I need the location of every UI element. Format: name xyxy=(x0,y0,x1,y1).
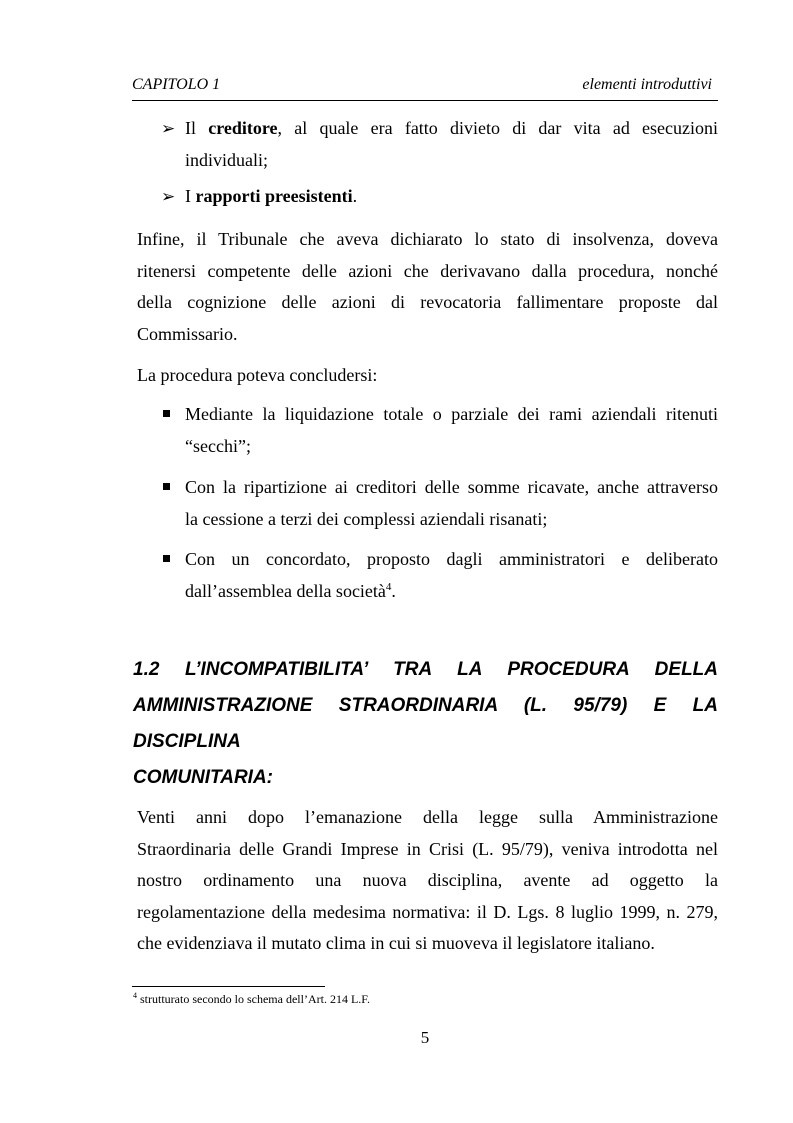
square-bullet-icon xyxy=(163,483,170,490)
arrow-bullet-icon: ➢ xyxy=(161,119,176,138)
list-item-line: Il creditore, al quale era fatto divieto di dar vita ad esecuzioni xyxy=(185,118,718,138)
arrow-list-item: ➢ I rapporti preesistenti. xyxy=(137,181,718,213)
footnote xyxy=(133,992,370,1007)
chapter-label: CAPITOLO 1 xyxy=(132,76,221,93)
square-list-item: Con la ripartizione ai creditori delle somme ricavate, anche attraverso la cessione a terzi dei complessi aziendali risanati; xyxy=(137,472,718,535)
list-item-line: individuali; xyxy=(185,149,268,170)
page-header xyxy=(132,76,718,101)
page-number: 5 xyxy=(420,1028,430,1047)
footnote-divider xyxy=(132,986,325,987)
paragraph: Infine, il Tribunale che aveva dichiarato lo stato di insolvenza, doveva ritenersi competente delle azioni che derivavano dalla procedura, nonché della cognizione delle azioni di revocatoria fallimentare proposte dal Commissario. xyxy=(137,229,718,344)
square-bullet-icon xyxy=(163,410,170,417)
square-list-item: Mediante la liquidazione totale o parziale dei rami aziendali ritenuti “secchi”; xyxy=(137,399,718,462)
section-heading: 1.2 L’INCOMPATIBILITA’ TRA LA PROCEDURA DELLA AMMINISTRAZIONE STRAORDINARIA (L. 95/79) E LA DISCIPLINA COMUNITARIA: xyxy=(133,659,718,788)
footnote-number: 4 xyxy=(133,991,137,1000)
arrow-list-item xyxy=(137,113,718,176)
section-label: elementi introduttivi xyxy=(582,76,712,93)
footnote-text: strutturato secondo lo schema dell’Art. 214 L.F. xyxy=(137,992,370,1006)
square-list-item: Con un concordato, proposto dagli amministratori e deliberato dall’assemblea della società$^4$. xyxy=(137,544,718,607)
square-bullet-icon xyxy=(163,555,170,562)
footnote-ref[interactable]: 4 xyxy=(385,580,392,593)
paragraph: Venti anni dopo l’emanazione della legge sulla Amministrazione Straordinaria delle Grandi Imprese in Crisi (L. 95/79), veniva introdotta nel nostro ordinamento una nuova disciplina, avente ad oggetto la regolamentazione della medesima normativa: il D. Lgs. 8 luglio 1999, n. 279, che evidenziava il mutato clima in cui si muoveva il legislatore italiano. xyxy=(137,807,718,953)
paragraph: La procedura poteva concludersi: xyxy=(137,365,378,385)
arrow-bullet-icon: ➢ xyxy=(161,187,176,206)
